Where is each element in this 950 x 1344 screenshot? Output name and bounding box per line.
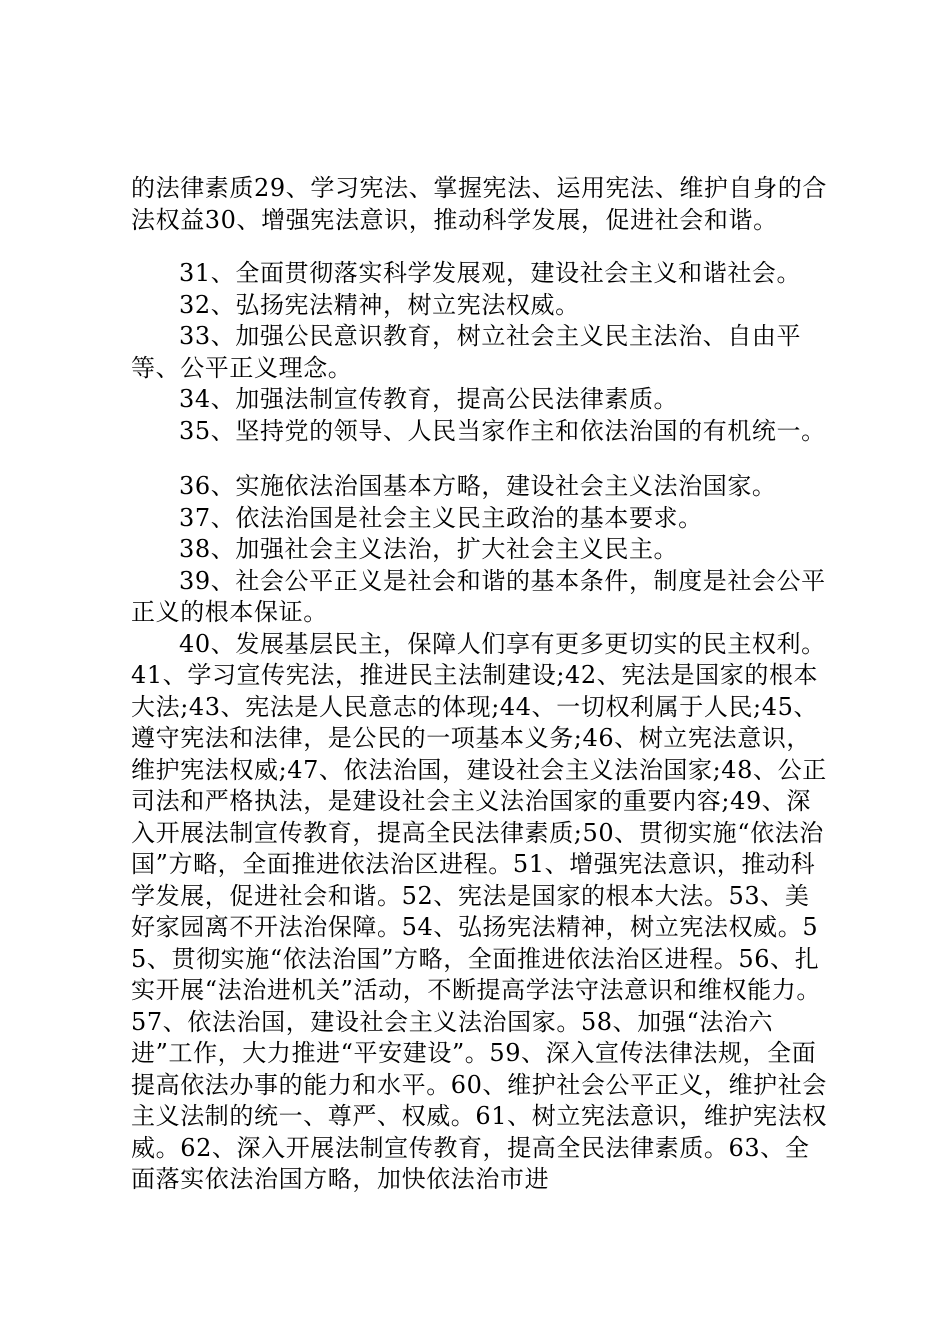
paragraph-36: 36、实施依法治国基本方略，建设社会主义法治国家。 <box>179 472 777 500</box>
paragraph-41-63: 41、学习宣传宪法，推进民主法制建设;42、宪法是国家的根本大法;43、宪法是人民意志的体现;44、一切权利属于人民;45、遵守宪法和法律，是公民的一项基本义务;46、树立宪法意识，维护宪法权威;47、依法治国，建设社会主义法治国家;48、公正司法和严格执法，是建设社会主义法治国家的重要内容;49、深入开展法制宣传教育，提高全民法律素质;50、贯彻实施“依法治国”方略，全面推进依法治区进程。51、增强宪法意识，推动科学发展，促进社会和谐。52、宪法是国家的根本大法。53、美好家园离不开法治保障。54、弘扬宪法精神，树立宪法权威。55、贯彻实施“依法治国”方略，全面推进依法治区进程。56、扎实开展“法治进机关”活动，不断提高学法守法意识和维权能力。57、依法治国，建设社会主义法治国家。58、加强“法治六进”工作，大力推进“平安建设”。59、深入宣传法律法规，全面提高依法办事的能力和水平。60、维护社会公平正义，维护社会主义法制的统一、尊严、权威。61、树立宪法意识，维护宪法权威。62、深入开展法制宣传教育，提高全民法律素质。63、全面落实依法治国方略，加快依法治市进 <box>131 661 827 1193</box>
paragraph-31: 31、全面贯彻落实科学发展观，建设社会主义和谐社会。 <box>179 259 802 287</box>
paragraph-39: 39、社会公平正义是社会和谐的基本条件，制度是社会公平正义的根本保证。 <box>131 566 826 626</box>
paragraph-34: 34、加强法制宣传教育，提高公民法律素质。 <box>179 385 679 413</box>
paragraph-38: 38、加强社会主义法治，扩大社会主义民主。 <box>179 535 679 563</box>
document-body <box>131 173 831 1196</box>
paragraph-35: 35、坚持党的领导、人民当家作主和依法治国的有机统一。 <box>179 416 826 445</box>
paragraph-37: 37、依法治国是社会主义民主政治的基本要求。 <box>179 503 703 532</box>
paragraph-intro: 的法律素质29、学习宪法、掌握宪法、运用宪法、维护自身的合法权益30、增强宪法意识，推动科学发展，促进社会和谐。 <box>131 174 827 234</box>
paragraph-32: 32、弘扬宪法精神，树立宪法权威。 <box>179 290 580 319</box>
paragraph-33: 33、加强公民意识教育，树立社会主义民主法治、自由平等、公平正义理念。 <box>131 322 802 382</box>
paragraph-40: 40、发展基层民主，保障人们享有更多更切实的民主权利。 <box>179 629 826 658</box>
